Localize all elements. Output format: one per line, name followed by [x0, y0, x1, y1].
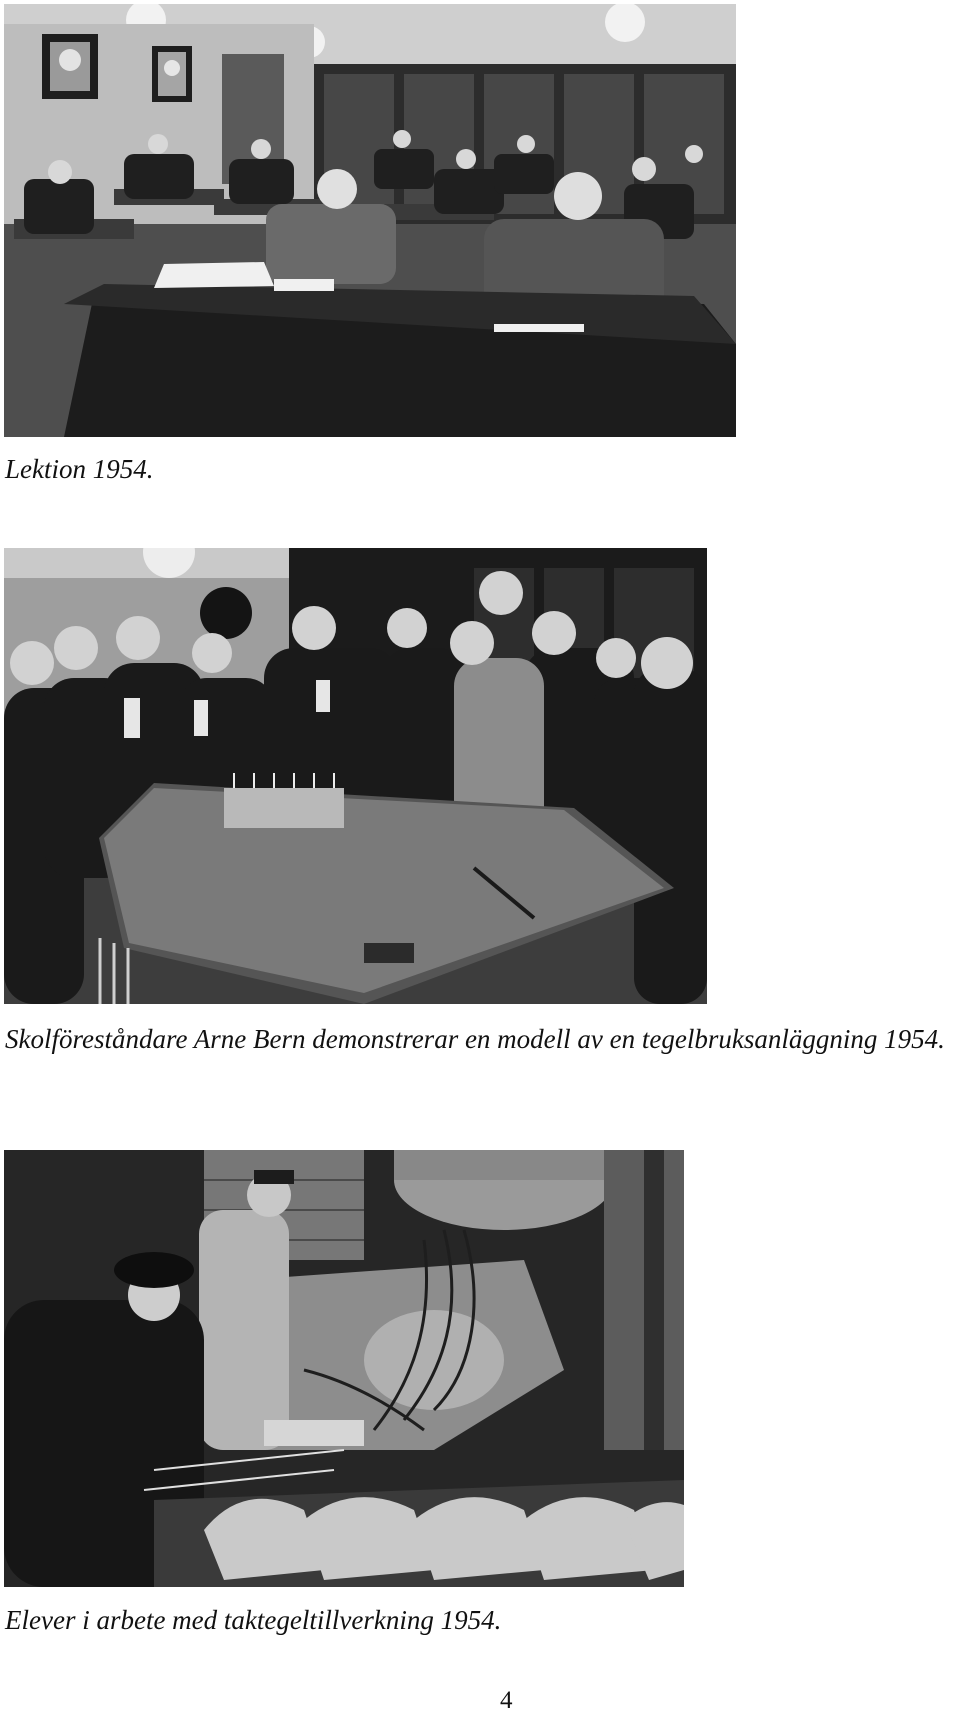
classroom-caption: Lektion 1954. — [5, 454, 154, 484]
tile-manufacturing-photo — [4, 1150, 684, 1587]
tile-manufacturing-photo-graphic — [4, 1150, 684, 1587]
model-demonstration-photo-graphic — [4, 548, 707, 1004]
tile-manufacturing-caption: Elever i arbete med taktegeltillverkning 1954. — [5, 1605, 502, 1635]
page-number: 4 — [500, 1687, 513, 1714]
classroom-photo — [4, 4, 736, 437]
model-demonstration-caption: Skolföreståndare Arne Bern demonstrerar en modell av en tegelbruksanläggning 1954. — [5, 1024, 945, 1054]
model-demonstration-photo — [4, 548, 707, 1004]
classroom-photo-graphic — [4, 4, 736, 437]
